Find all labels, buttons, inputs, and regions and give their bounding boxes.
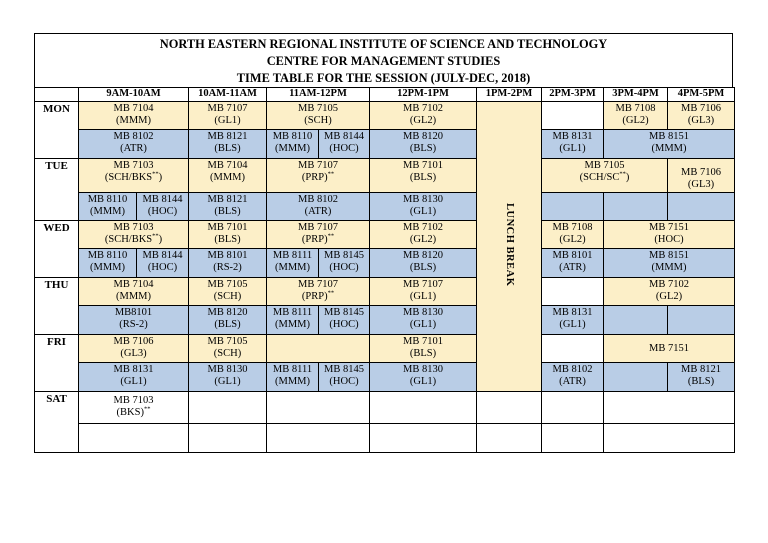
class-cell: MB8101 (RS-2) xyxy=(79,305,189,334)
corner-cell xyxy=(35,88,79,102)
class-cell: MB 8102 (ATR) xyxy=(267,192,370,220)
fri-row-1 xyxy=(35,334,735,362)
thu-row-1 xyxy=(35,277,735,305)
tue-row-1 xyxy=(35,159,735,193)
class-cell: MB 8101 (RS-2) xyxy=(189,248,267,277)
class-cell: MB 7103 (SCH/BKS**) xyxy=(79,220,189,248)
class-cell: MB 7104 (MMM) xyxy=(79,102,189,130)
tue-row-2 xyxy=(35,192,735,220)
empty-cell xyxy=(604,305,668,334)
empty-cell xyxy=(604,391,735,423)
empty-cell xyxy=(542,102,604,130)
class-cell: MB 8151 (MMM) xyxy=(604,130,735,159)
class-cell: MB 7106 (GL3) xyxy=(79,334,189,362)
day-label: SAT xyxy=(35,391,79,452)
sat-row-1 xyxy=(35,391,735,423)
class-cell: MB 7104 (MMM) xyxy=(79,277,189,305)
class-cell: MB 8110 (MMM) xyxy=(267,130,319,159)
day-label: TUE xyxy=(35,159,79,221)
mon-row-2 xyxy=(35,130,735,159)
class-cell: MB 8121 (BLS) xyxy=(189,192,267,220)
col-header: 9AM-10AM xyxy=(79,88,189,102)
class-cell: MB 7103 (BKS)** xyxy=(79,391,189,423)
class-cell: MB 8145 (HOC) xyxy=(319,362,370,391)
class-cell: MB 7105 (SCH/SC**) xyxy=(542,159,668,193)
class-cell: MB 7107 (GL1) xyxy=(370,277,477,305)
class-cell: MB 8121 (BLS) xyxy=(668,362,735,391)
empty-cell xyxy=(542,277,604,305)
class-cell: MB 8130 (GL1) xyxy=(370,192,477,220)
empty-cell xyxy=(542,391,604,423)
empty-cell xyxy=(267,334,370,362)
class-cell: MB 7107 (PRP)** xyxy=(267,220,370,248)
class-cell: MB 8144 (HOC) xyxy=(319,130,370,159)
class-cell: MB 8101 (ATR) xyxy=(542,248,604,277)
class-cell: MB 7104 (MMM) xyxy=(189,159,267,193)
fri-row-2 xyxy=(35,362,735,391)
class-cell: MB 8131 (GL1) xyxy=(542,305,604,334)
class-cell: MB 8131 (GL1) xyxy=(79,362,189,391)
class-cell: MB 8120 (BLS) xyxy=(370,130,477,159)
class-cell: MB 8111 (MMM) xyxy=(267,248,319,277)
empty-cell xyxy=(477,391,542,423)
col-header: 2PM-3PM xyxy=(542,88,604,102)
class-cell: MB 7101 (BLS) xyxy=(189,220,267,248)
empty-cell xyxy=(189,391,267,423)
col-header: 3PM-4PM xyxy=(604,88,668,102)
class-cell: MB 8145 (HOC) xyxy=(319,248,370,277)
class-cell: MB 8102 (ATR) xyxy=(79,130,189,159)
empty-cell xyxy=(604,192,668,220)
class-cell: MB 8110 (MMM) xyxy=(79,192,137,220)
class-cell: MB 7107 (PRP)** xyxy=(267,159,370,193)
day-label: FRI xyxy=(35,334,79,391)
empty-cell xyxy=(267,391,370,423)
day-label: WED xyxy=(35,220,79,277)
class-cell: MB 8144 (HOC) xyxy=(137,248,189,277)
empty-cell xyxy=(542,192,604,220)
class-cell: MB 7151 xyxy=(604,334,735,362)
col-header: 1PM-2PM xyxy=(477,88,542,102)
timetable-sheet xyxy=(34,33,733,453)
class-cell: MB 7105 (SCH) xyxy=(267,102,370,130)
thu-row-2 xyxy=(35,305,735,334)
class-cell: MB 8130 (GL1) xyxy=(370,305,477,334)
class-cell: MB 7108 (GL2) xyxy=(542,220,604,248)
class-cell: MB 7107 (GL1) xyxy=(189,102,267,130)
class-cell: MB 7103 (SCH/BKS**) xyxy=(79,159,189,193)
title-block xyxy=(34,33,733,87)
header-row xyxy=(35,88,735,102)
empty-cell xyxy=(542,334,604,362)
empty-cell xyxy=(542,423,604,452)
class-cell: MB 7105 (SCH) xyxy=(189,277,267,305)
class-cell: MB 7101 (BLS) xyxy=(370,159,477,193)
centre-name: CENTRE FOR MANAGEMENT STUDIES xyxy=(266,54,501,68)
empty-cell xyxy=(668,192,735,220)
class-cell: MB 7107 (PRP)** xyxy=(267,277,370,305)
class-cell: MB 7101 (BLS) xyxy=(370,334,477,362)
empty-cell xyxy=(370,423,477,452)
col-header: 4PM-5PM xyxy=(668,88,735,102)
timetable xyxy=(34,87,735,453)
day-label: MON xyxy=(35,102,79,159)
class-cell: MB 8102 (ATR) xyxy=(542,362,604,391)
wed-row-2 xyxy=(35,248,735,277)
empty-cell xyxy=(477,423,542,452)
day-label: THU xyxy=(35,277,79,334)
class-cell: MB 8130 (GL1) xyxy=(189,362,267,391)
class-cell: MB 7106 (GL3) xyxy=(668,102,735,130)
empty-cell xyxy=(370,391,477,423)
empty-cell xyxy=(668,305,735,334)
sat-row-2 xyxy=(35,423,735,452)
empty-cell xyxy=(79,423,189,452)
class-cell: MB 8111 (MMM) xyxy=(267,305,319,334)
class-cell: MB 8131 (GL1) xyxy=(542,130,604,159)
class-cell: MB 7102 (GL2) xyxy=(370,220,477,248)
lunch-break-label: LUNCH BREAK xyxy=(504,203,516,287)
empty-cell xyxy=(604,362,668,391)
col-header: 11AM-12PM xyxy=(267,88,370,102)
institute-name: NORTH EASTERN REGIONAL INSTITUTE OF SCIENCE AND TECHNOLOGY xyxy=(159,37,608,51)
class-cell: MB 8120 (BLS) xyxy=(189,305,267,334)
class-cell: MB 8120 (BLS) xyxy=(370,248,477,277)
wed-row-1 xyxy=(35,220,735,248)
lunch-break-cell xyxy=(477,102,542,392)
empty-cell xyxy=(604,423,735,452)
mon-row-1 xyxy=(35,102,735,130)
class-cell: MB 7102 (GL2) xyxy=(604,277,735,305)
class-cell: MB 7108 (GL2) xyxy=(604,102,668,130)
class-cell: MB 8111 (MMM) xyxy=(267,362,319,391)
class-cell: MB 7105 (SCH) xyxy=(189,334,267,362)
class-cell: MB 7106 (GL3) xyxy=(668,159,735,193)
class-cell: MB 7151 (HOC) xyxy=(604,220,735,248)
empty-cell xyxy=(267,423,370,452)
col-header: 10AM-11AM xyxy=(189,88,267,102)
class-cell: MB 8110 (MMM) xyxy=(79,248,137,277)
class-cell: MB 8121 (BLS) xyxy=(189,130,267,159)
session-title: TIME TABLE FOR THE SESSION (JULY-DEC, 2018) xyxy=(236,71,531,85)
class-cell: MB 7102 (GL2) xyxy=(370,102,477,130)
class-cell: MB 8144 (HOC) xyxy=(137,192,189,220)
class-cell: MB 8130 (GL1) xyxy=(370,362,477,391)
class-cell: MB 8151 (MMM) xyxy=(604,248,735,277)
col-header: 12PM-1PM xyxy=(370,88,477,102)
class-cell: MB 8145 (HOC) xyxy=(319,305,370,334)
empty-cell xyxy=(189,423,267,452)
